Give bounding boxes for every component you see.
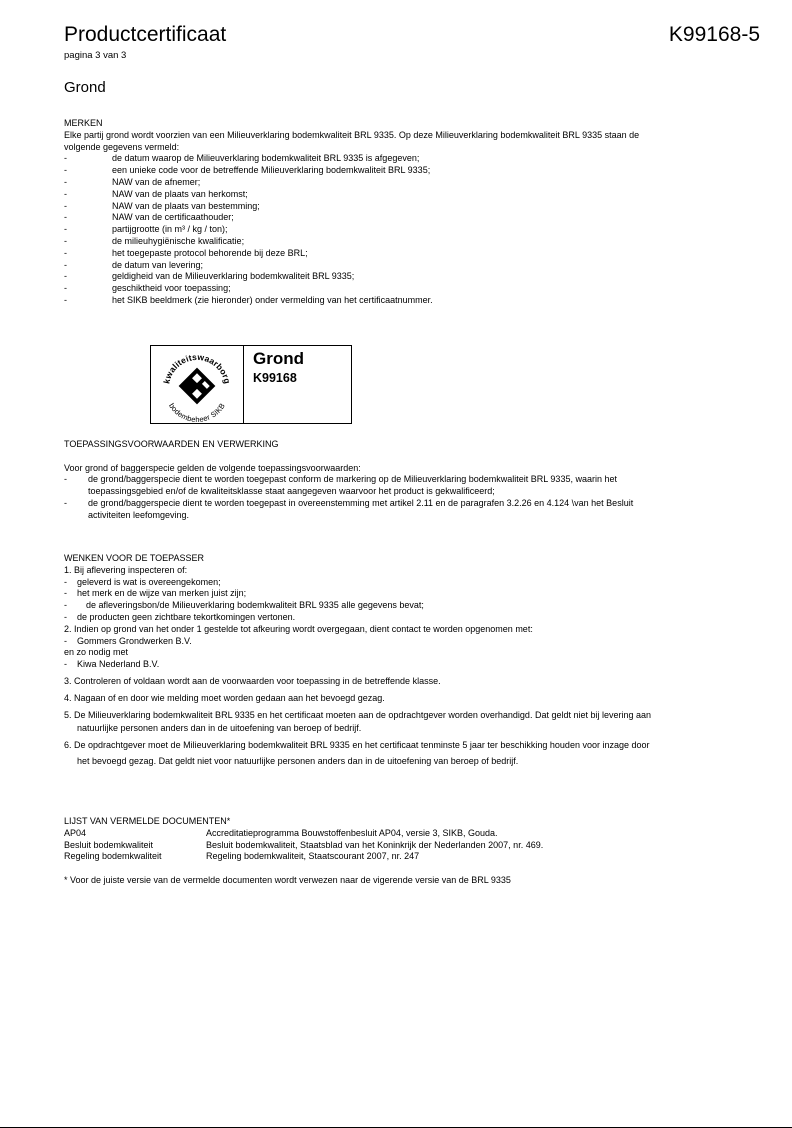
wenken-subitem	[64, 588, 764, 600]
list-item	[64, 224, 764, 236]
documenten-heading: LIJST VAN VERMELDE DOCUMENTEN*	[64, 816, 231, 826]
list-item-text: het bevoegd gezag. Dat geldt niet voor natuurlijke personen anders dan in de uitoefening van beroep of bedrijf.	[77, 755, 519, 766]
list-item	[64, 248, 764, 260]
list-item	[64, 498, 764, 510]
wenken-item: 5. De Milieuverklaring bodemkwaliteit BRL 9335 en het certificaat moeten aan de opdrachtgever worden overhandigd. Dat geldt niet bij levering aan	[64, 709, 652, 720]
document-code: AP04	[64, 827, 87, 838]
document-code: Regeling bodemkwaliteit	[64, 851, 162, 862]
list-item	[64, 260, 764, 272]
sikb-seal-icon	[151, 346, 243, 423]
list-item-text: de grond/baggerspecie dient te worden toegepast conform de markering op de Milieuverklaring bodemkwaliteit BRL 9335, waarin het	[88, 474, 617, 485]
wenken-heading: WENKEN VOOR DE TOEPASSER	[64, 553, 205, 563]
list-item-text: NAW van de plaats van bestemming;	[112, 200, 260, 211]
list-item-text: de producten geen zichtbare tekortkomingen vertonen.	[77, 611, 296, 622]
list-dash: -	[64, 611, 67, 622]
svg-text:bodembeheer SIKB	[167, 401, 227, 423]
list-dash: -	[64, 153, 67, 164]
sikb-logo-image	[151, 346, 244, 423]
list-dash: -	[64, 271, 67, 282]
seal-bottom-text: bodembeheer SIKB	[167, 401, 227, 423]
list-item-continuation	[64, 510, 764, 522]
merken-intro-line2: volgende gegevens vermeld:	[64, 141, 180, 152]
list-dash: -	[64, 165, 67, 176]
list-dash: -	[64, 474, 67, 485]
list-dash: -	[64, 212, 67, 223]
wenken-subitem	[64, 612, 764, 624]
list-item-text: Gommers Grondwerken B.V.	[77, 635, 192, 646]
list-item	[64, 165, 764, 177]
wenken-item: 6. De opdrachtgever moet de Milieuverklaring bodemkwaliteit BRL 9335 en het certificaat tenminste 5 jaar ter beschikking houden voor inzage door	[64, 740, 650, 751]
product-subject: Grond	[64, 79, 106, 96]
logo-product-name: Grond	[253, 349, 304, 368]
list-item-text: NAW van de afnemer;	[112, 176, 201, 187]
list-item-text: het merk en de wijze van merken juist zijn;	[77, 588, 247, 599]
list-item	[64, 236, 764, 248]
list-item	[64, 271, 764, 283]
list-dash: -	[64, 635, 67, 646]
document-number: K99168-5	[668, 23, 760, 46]
list-item-text: NAW van de certificaathouder;	[112, 212, 234, 223]
merken-section	[64, 118, 764, 307]
toepassing-heading: TOEPASSINGSVOORWAARDEN EN VERWERKING	[64, 439, 279, 449]
list-dash: -	[64, 588, 67, 599]
wenken-item: 4. Nagaan of en door wie melding moet worden gedaan aan het bevoegd gezag.	[64, 692, 385, 703]
list-item	[64, 189, 764, 201]
list-dash: -	[64, 497, 67, 508]
wenken-item: 1. Bij aflevering inspecteren of:	[64, 564, 188, 575]
document-row	[64, 828, 764, 840]
document-code: Besluit bodemkwaliteit	[64, 839, 154, 850]
wenken-subitem	[64, 659, 764, 671]
documenten-footnote: * Voor de juiste versie van de vermelde documenten wordt verwezen naar de vigerende versie van de BRL 9335	[64, 874, 511, 885]
list-item-text: partijgrootte (in m³ / kg / ton);	[112, 224, 228, 235]
merken-intro-line1: Elke partij grond wordt voorzien van een Milieuverklaring bodemkwaliteit BRL 9335. Op deze Milieuverklaring bodemkwaliteit BRL 9335 staan de	[64, 129, 640, 140]
seal-top-text: kwaliteitswaarborg	[161, 351, 233, 385]
list-dash: -	[64, 283, 67, 294]
list-item-continuation	[64, 486, 764, 498]
list-item	[64, 153, 764, 165]
list-dash: -	[64, 176, 67, 187]
list-item-text: NAW van de plaats van herkomst;	[112, 188, 248, 199]
list-dash: -	[64, 294, 67, 305]
list-item-text: de milieuhygiënische kwalificatie;	[112, 235, 245, 246]
list-item-text: een unieke code voor de betreffende Milieuverklaring bodemkwaliteit BRL 9335;	[112, 165, 431, 176]
list-item-text: activiteiten leefomgeving.	[88, 509, 190, 520]
list-dash: -	[64, 200, 67, 211]
wenken-item-continuation	[64, 756, 764, 768]
documenten-section	[64, 816, 764, 887]
list-item	[64, 283, 764, 295]
list-item-text: de datum waarop de Milieuverklaring bodemkwaliteit BRL 9335 is afgegeven;	[112, 153, 420, 164]
list-item-text: het SIKB beeldmerk (zie hieronder) onder vermelding van het certificaatnummer.	[112, 294, 433, 305]
list-item	[64, 474, 764, 486]
list-dash: -	[64, 224, 67, 235]
toepassing-section	[64, 439, 764, 522]
list-item-text: toepassingsgebied en/of de kwaliteitsklasse staat aangegeven waarvoor het product is gekwalificeerd;	[88, 486, 495, 497]
page-title: Productcertificaat	[64, 23, 227, 46]
list-dash: -	[64, 259, 67, 270]
list-dash: -	[64, 188, 67, 199]
wenken-subitem	[64, 577, 764, 589]
document-row	[64, 851, 764, 863]
list-item-text: de datum van levering;	[112, 259, 204, 270]
list-item	[64, 212, 764, 224]
list-item-text: natuurlijke personen anders dan in de uitoefening van beroep of bedrijf.	[77, 723, 362, 734]
logo-certificate-code: K99168	[253, 371, 297, 385]
page-indicator: pagina 3 van 3	[64, 50, 127, 61]
wenken-section	[64, 553, 764, 768]
list-dash: -	[64, 659, 67, 670]
document-description: Accreditatieprogramma Bouwstoffenbesluit AP04, versie 3, SIKB, Gouda.	[206, 827, 498, 838]
list-item-text: geschiktheid voor toepassing;	[112, 283, 231, 294]
list-item-text: de grond/baggerspecie dient te worden toegepast in overeenstemming met artikel 2.11 en de paragrafen 3.2.26 en 4.124 \van het Besluit	[88, 497, 634, 508]
wenken-item: 3. Controleren of voldaan wordt aan de voorwaarden voor toepassing in de betreffende klasse.	[64, 675, 441, 686]
sikb-logo-box	[150, 345, 352, 424]
wenken-item-continuation	[64, 723, 764, 735]
list-item-text: geldigheid van de Milieuverklaring bodemkwaliteit BRL 9335;	[112, 271, 355, 282]
list-item	[64, 295, 764, 307]
list-item-text: de afleveringsbon/de Milieuverklaring bodemkwaliteit BRL 9335 alle gegevens bevat;	[86, 600, 424, 611]
list-dash: -	[64, 235, 67, 246]
list-item-text: het toegepaste protocol behorende bij deze BRL;	[112, 247, 308, 258]
wenken-item: 2. Indien op grond van het onder 1 gestelde tot afkeuring wordt overgegaan, dient contact te worden opgenomen met:	[64, 623, 533, 634]
list-item-text: geleverd is wat is overeengekomen;	[77, 576, 221, 587]
wenken-subitem	[64, 636, 764, 648]
wenken-subitem	[64, 600, 764, 612]
document-description: Besluit bodemkwaliteit, Staatsblad van het Koninkrijk der Nederlanden 2007, nr. 469.	[206, 839, 544, 850]
list-item	[64, 201, 764, 213]
document-description: Regeling bodemkwaliteit, Staatscourant 2007, nr. 247	[206, 851, 420, 862]
list-dash: -	[64, 247, 67, 258]
wenken-text: en zo nodig met	[64, 647, 129, 658]
list-item	[64, 177, 764, 189]
merken-heading: MERKEN	[64, 118, 103, 128]
list-dash: -	[64, 600, 67, 611]
toepassing-intro: Voor grond of baggerspecie gelden de volgende toepassingsvoorwaarden:	[64, 462, 361, 473]
list-item-text: Kiwa Nederland B.V.	[77, 659, 160, 670]
list-dash: -	[64, 576, 67, 587]
document-row	[64, 840, 764, 852]
